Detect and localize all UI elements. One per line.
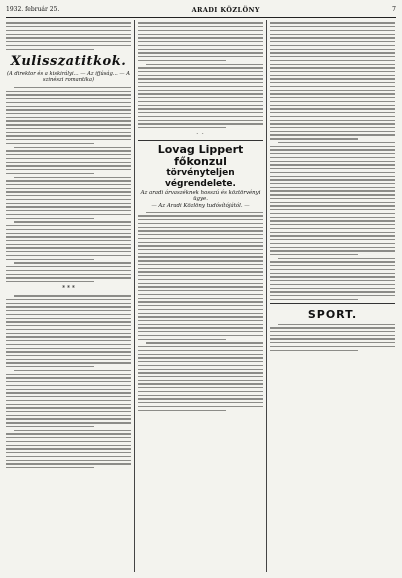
sport-article-body	[270, 324, 395, 351]
sport-top-rule	[270, 303, 395, 304]
sport-section-title: SPORT.	[307, 308, 358, 322]
column-1	[6, 20, 131, 471]
article-title-line2: törvényteljen végrendelete.	[165, 167, 236, 189]
article-subtitle: Az aradi árvaszéknek hosszú és köztörvényi ügye.	[140, 189, 261, 203]
article-body-3	[138, 212, 263, 411]
article-continuation	[138, 22, 263, 128]
article-body-2	[6, 295, 131, 468]
column-2	[138, 20, 263, 413]
section-title: Xulisszatitkok.	[10, 53, 127, 69]
section-divider: * * *	[62, 284, 75, 292]
section-dots: - -	[196, 130, 205, 137]
article-top-text	[6, 22, 131, 49]
column-3	[270, 20, 395, 353]
page-header	[6, 3, 396, 18]
article-byline: — Az Aradi Közlöny tudósítójától. —	[151, 202, 250, 209]
article-title-line1: Lovag Lippert főkonzul	[157, 142, 244, 168]
header-page-number: 7	[392, 6, 396, 13]
article-body-4	[270, 22, 395, 300]
header-date: 1932. február 25.	[6, 6, 60, 13]
column-rule-right	[266, 20, 267, 572]
section-subtitle: (A direktor és a kiskirályi... — Az ifjúság... — A szinészi romantika)	[7, 70, 130, 84]
article-body-1	[6, 87, 131, 282]
column-rule-left	[134, 20, 135, 572]
header-title: ARADI KÖZLÖNY	[191, 6, 260, 14]
article-top-rule	[138, 140, 263, 141]
